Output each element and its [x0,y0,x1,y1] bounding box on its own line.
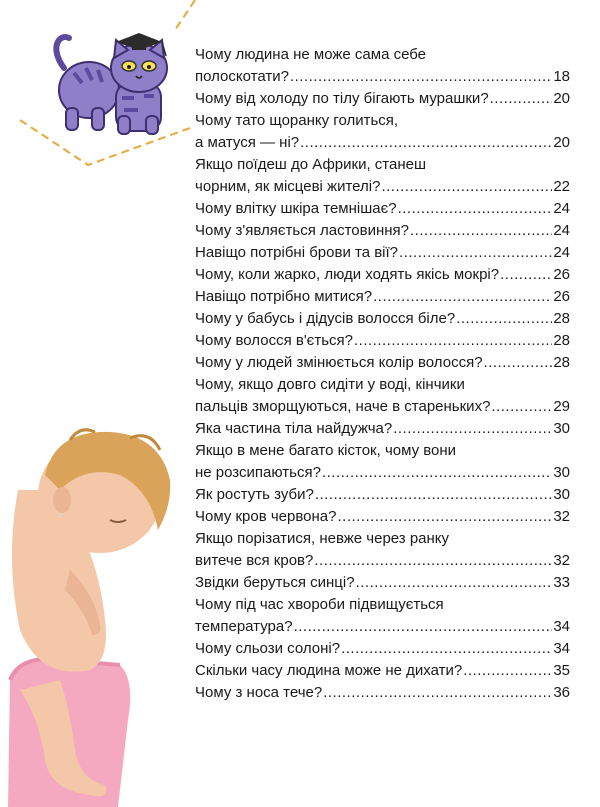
toc-entry-line [195,374,570,396]
toc-entry-text: Навіщо потрібні брови та вії? [195,244,399,261]
leader-dots [410,220,552,242]
leader-dots [354,330,552,352]
toc-entry-line [195,462,570,484]
toc-entry[interactable] [195,506,570,528]
leader-dots [323,682,552,704]
toc-entry[interactable] [195,154,570,198]
toc-entry-line [195,352,570,374]
toc-entry-line [195,286,570,308]
leader-dots [290,66,552,88]
toc-entry-line [195,638,570,660]
leader-dots [463,660,552,682]
toc-entry[interactable] [195,220,570,242]
toc-entry-line [195,44,570,66]
toc-entry-text: Чому волосся в'ється? [195,332,353,349]
page-number: 35 [553,662,570,679]
toc-entry-line [195,198,570,220]
page-number: 29 [553,398,570,415]
leader-dots [399,242,552,264]
toc-entry-text: Скільки часу людина може не дихати? [195,662,463,679]
cat-icon [44,28,194,143]
toc-entry-line [195,594,570,616]
leader-dots [300,132,552,154]
toc-entry-text: Чому з'являється ластовиння? [195,222,409,239]
baby-on-potty-illustration [0,420,185,807]
page-number: 30 [553,464,570,481]
toc-entry[interactable] [195,44,570,88]
toc-entry-text: витече вся кров? [195,552,314,569]
page-number: 26 [553,288,570,305]
leader-dots [373,286,552,308]
page-number: 24 [553,222,570,239]
toc-entry-line [195,616,570,638]
toc-entry[interactable] [195,264,570,286]
toc-entry-line [195,220,570,242]
leader-dots [314,550,552,572]
page-number: 20 [553,134,570,151]
toc-entry-line [195,242,570,264]
toc-entry-line [195,550,570,572]
toc-entry-text: Яка частина тіла найдужча? [195,420,393,437]
toc-entry[interactable] [195,440,570,484]
toc-entry[interactable] [195,198,570,220]
toc-entry-text: Навіщо потрібно митися? [195,288,373,305]
page-number: 32 [553,508,570,525]
toc-entry-text: Чому, якщо довго сидіти у воді, кінчики [195,376,465,393]
toc-entry-text: Чому під час хвороби підвищується [195,596,444,613]
toc-entry-text: чорним, як місцеві жителі? [195,178,381,195]
toc-entry[interactable] [195,528,570,572]
toc-entry-line [195,572,570,594]
page-number: 36 [553,684,570,701]
leader-dots [456,308,552,330]
toc-entry[interactable] [195,572,570,594]
page-number: 28 [553,310,570,327]
table-of-contents [195,44,570,704]
toc-entry-text: температура? [195,618,293,635]
toc-entry-line [195,440,570,462]
toc-entry[interactable] [195,638,570,660]
toc-entry-text: Чому, коли жарко, люди ходять якісь мокрі? [195,266,500,283]
toc-entry-text: Чому влітку шкіра темнішає? [195,200,397,217]
toc-entry-line [195,88,570,110]
toc-entry[interactable] [195,418,570,440]
page-number: 24 [553,200,570,217]
toc-entry-line [195,330,570,352]
toc-entry[interactable] [195,682,570,704]
toc-entry-line [195,528,570,550]
toc-entry-text: Якщо поїдеш до Африки, станеш [195,156,426,173]
toc-entry-text: Чому від холоду по тілу бігають мурашки? [195,90,489,107]
leader-dots [484,352,553,374]
toc-entry-text: Якщо в мене багато кісток, чому вони [195,442,457,459]
toc-entry-text: Чому з носа тече? [195,684,323,701]
leader-dots [393,418,552,440]
leader-dots [381,176,552,198]
toc-entry[interactable] [195,330,570,352]
page-number: 26 [553,266,570,283]
toc-entry-line [195,110,570,132]
page-number: 34 [553,640,570,657]
page-number: 28 [553,332,570,349]
toc-entry-line [195,506,570,528]
toc-entry-text: полоскотати? [195,68,289,85]
toc-entry[interactable] [195,110,570,154]
toc-entry-line [195,418,570,440]
toc-entry[interactable] [195,286,570,308]
leader-dots [315,484,552,506]
toc-entry-text: Якщо порізатися, невже через ранку [195,530,450,547]
toc-entry-text: Звідки беруться синці? [195,574,355,591]
leader-dots [337,506,552,528]
page-number: 18 [553,68,570,85]
toc-entry[interactable] [195,484,570,506]
toc-entry-text: Як ростуть зуби? [195,486,314,503]
toc-entry-text: Чому тато щоранку голиться, [195,112,399,129]
toc-entry-text: Чому людина не може сама себе [195,46,427,63]
toc-entry-text: а матуся — ні? [195,134,300,151]
page-number: 28 [553,354,570,371]
toc-entry[interactable] [195,308,570,330]
page-number: 20 [553,90,570,107]
toc-entry-text: Чому у бабусь і дідусів волосся біле? [195,310,456,327]
toc-entry[interactable] [195,242,570,264]
toc-entry-text: Чому у людей змінюється колір волосся? [195,354,483,371]
toc-entry-line [195,264,570,286]
toc-entry-line [195,682,570,704]
page-number: 32 [553,552,570,569]
toc-entry-line [195,176,570,198]
toc-entry-line [195,660,570,682]
toc-entry-text: Чому кров червона? [195,508,337,525]
toc-entry[interactable] [195,352,570,374]
toc-entry-text: Чому сльози солоні? [195,640,341,657]
leader-dots [500,264,552,286]
toc-entry-line [195,154,570,176]
leader-dots [294,616,553,638]
toc-entry[interactable] [195,660,570,682]
toc-entry[interactable] [195,374,570,418]
toc-entry-text: не розсипаються? [195,464,321,481]
page-number: 30 [553,486,570,503]
page-number: 33 [553,574,570,591]
toc-entry-line [195,132,570,154]
leader-dots [322,462,552,484]
toc-entry-line [195,484,570,506]
toc-entry-line [195,308,570,330]
leader-dots [491,396,552,418]
page-number: 30 [553,420,570,437]
toc-entry[interactable] [195,594,570,638]
leader-dots [490,88,553,110]
leader-dots [341,638,552,660]
toc-entry[interactable] [195,88,570,110]
leader-dots [356,572,553,594]
page-number: 34 [553,618,570,635]
toc-entry-line [195,66,570,88]
leader-dots [398,198,553,220]
toc-entry-line [195,396,570,418]
page-number: 22 [553,178,570,195]
toc-entry-text: пальців зморщуються, наче в старенькиx? [195,398,491,415]
page-number: 24 [553,244,570,261]
